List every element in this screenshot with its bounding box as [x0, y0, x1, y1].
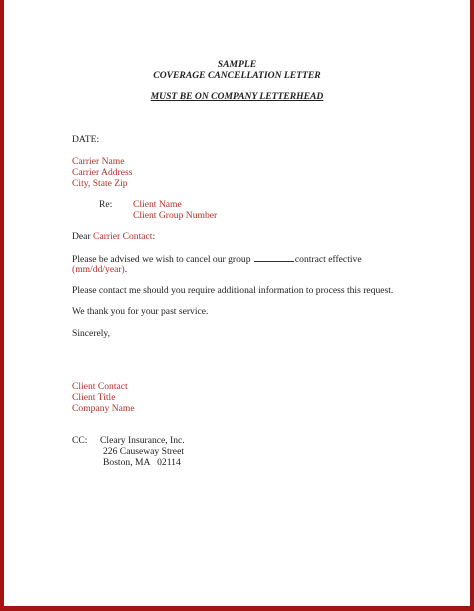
cc-street: 226 Causeway Street: [103, 446, 184, 457]
effective-date-placeholder: (mm/dd/year): [72, 264, 125, 275]
paragraph-2: Please contact me should you require additional information to process this request.: [72, 285, 394, 296]
cc-label: CC:: [72, 435, 88, 446]
carrier-address: Carrier Address: [72, 167, 133, 178]
re-client-group-number: Client Group Number: [133, 210, 218, 221]
date-label: DATE:: [72, 134, 100, 145]
carrier-name: Carrier Name: [72, 156, 125, 167]
paragraph-3: We thank you for your past service.: [72, 306, 209, 317]
closing: Sincerely,: [72, 328, 111, 339]
salutation-suffix: :: [152, 231, 156, 242]
paragraph-1-line-2: [72, 264, 127, 275]
salutation-prefix: Dear: [72, 231, 94, 242]
signature-company: Company Name: [72, 403, 135, 414]
paragraph-1-end: contract effective: [294, 254, 362, 265]
paragraph-1-period: .: [124, 264, 128, 275]
signature-contact: Client Contact: [72, 381, 128, 392]
cc-company: Cleary Insurance, Inc.: [100, 435, 185, 446]
signature-title: Client Title: [72, 392, 116, 403]
re-label: Re:: [99, 199, 113, 210]
re-client-name: Client Name: [133, 199, 182, 210]
salutation: [72, 231, 155, 242]
header-letterhead-note: MUST BE ON COMPANY LETTERHEAD: [150, 91, 324, 102]
header-sample: SAMPLE: [217, 59, 257, 70]
carrier-city-state-zip: City, State Zip: [72, 178, 128, 189]
salutation-contact: Carrier Contact: [93, 231, 153, 242]
cc-city: Boston, MA 02114: [103, 457, 181, 468]
paragraph-1-start: Please be advised we wish to cancel our group: [72, 254, 251, 265]
group-blank-line: [254, 253, 294, 262]
header-letter-title: COVERAGE CANCELLATION LETTER: [153, 70, 321, 81]
